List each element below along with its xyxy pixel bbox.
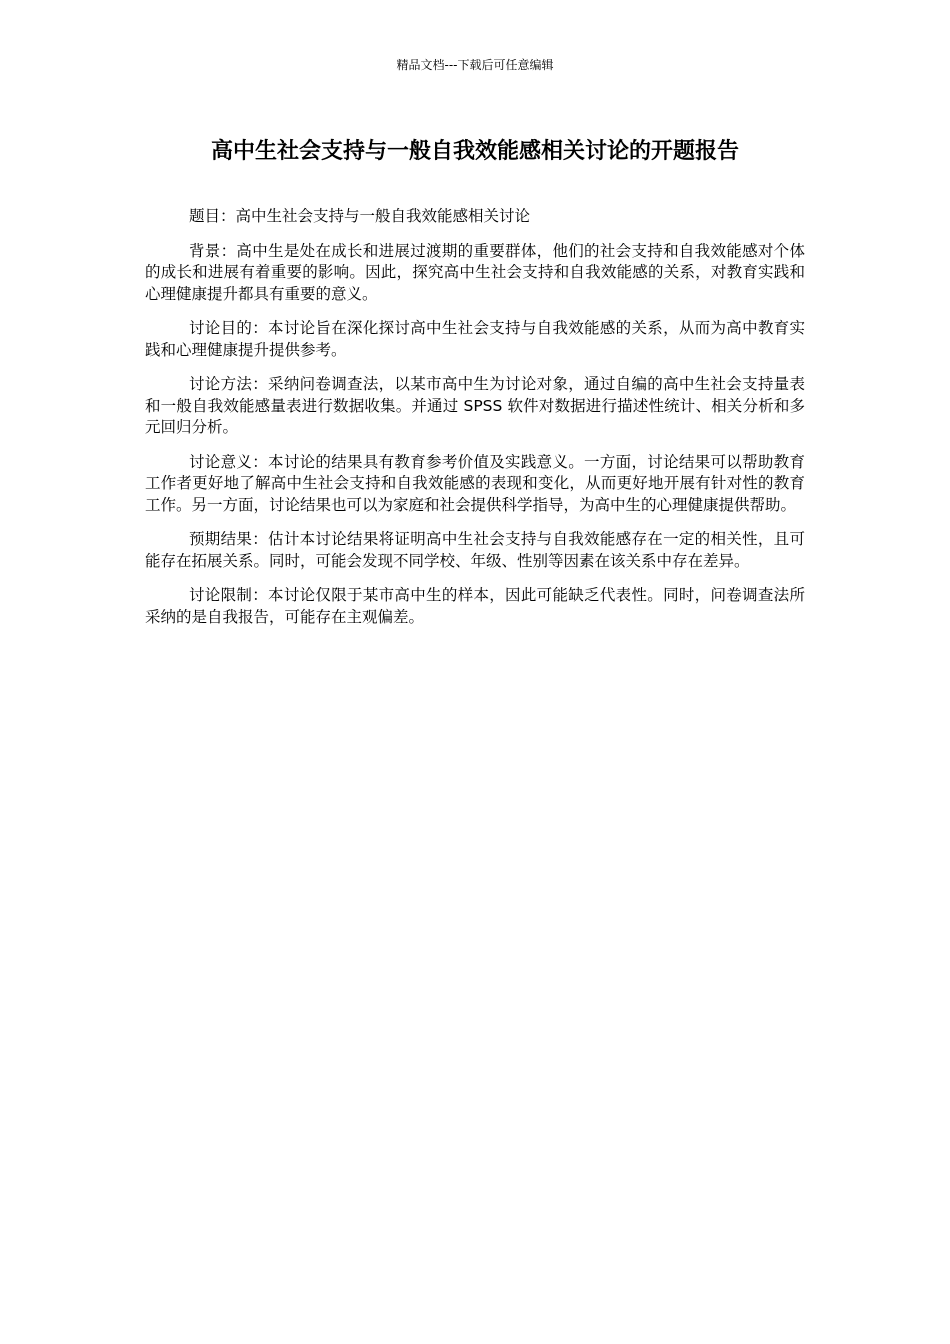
paragraph-topic: 题目：高中生社会支持与一般自我效能感相关讨论 <box>189 207 531 225</box>
document-body <box>145 206 805 641</box>
paragraph-purpose: 讨论目的：本讨论旨在深化探讨高中生社会支持与自我效能感的关系，从而为高中教育实践和心理健康提升提供参考。 <box>145 319 805 359</box>
paragraph-significance: 讨论意义：本讨论的结果具有教育参考价值及实践意义。一方面，讨论结果可以帮助教育工作者更好地了解高中生社会支持和自我效能感的表现和变化，从而更好地开展有针对性的教育工作。另一方面，讨论结果也可以为家庭和社会提供科学指导，为高中生的心理健康提供帮助。 <box>145 452 805 514</box>
paragraph-limitations: 讨论限制：本讨论仅限于某市高中生的样本，因此可能缺乏代表性。同时，问卷调查法所采纳的是自我报告，可能存在主观偏差。 <box>145 586 805 626</box>
page-header: 精品文档---下载后可任意编辑 <box>396 58 554 72</box>
paragraph-method: 讨论方法：采纳问卷调查法，以某市高中生为讨论对象，通过自编的高中生社会支持量表和一般自我效能感量表进行数据收集。并通过 SPSS 软件对数据进行描述性统计、相关分析和多元回归分析。 <box>145 375 805 436</box>
paragraph-expected-results: 预期结果：估计本讨论结果将证明高中生社会支持与自我效能感存在一定的相关性，且可能存在拓展关系。同时，可能会发现不同学校、年级、性别等因素在该关系中存在差异。 <box>145 530 805 570</box>
document-title: 高中生社会支持与一般自我效能感相关讨论的开题报告 <box>210 139 739 164</box>
paragraph-background: 背景：高中生是处在成长和进展过渡期的重要群体，他们的社会支持和自我效能感对个体的成长和进展有着重要的影响。因此，探究高中生社会支持和自我效能感的关系，对教育实践和心理健康提升都具有重要的意义。 <box>145 241 805 303</box>
